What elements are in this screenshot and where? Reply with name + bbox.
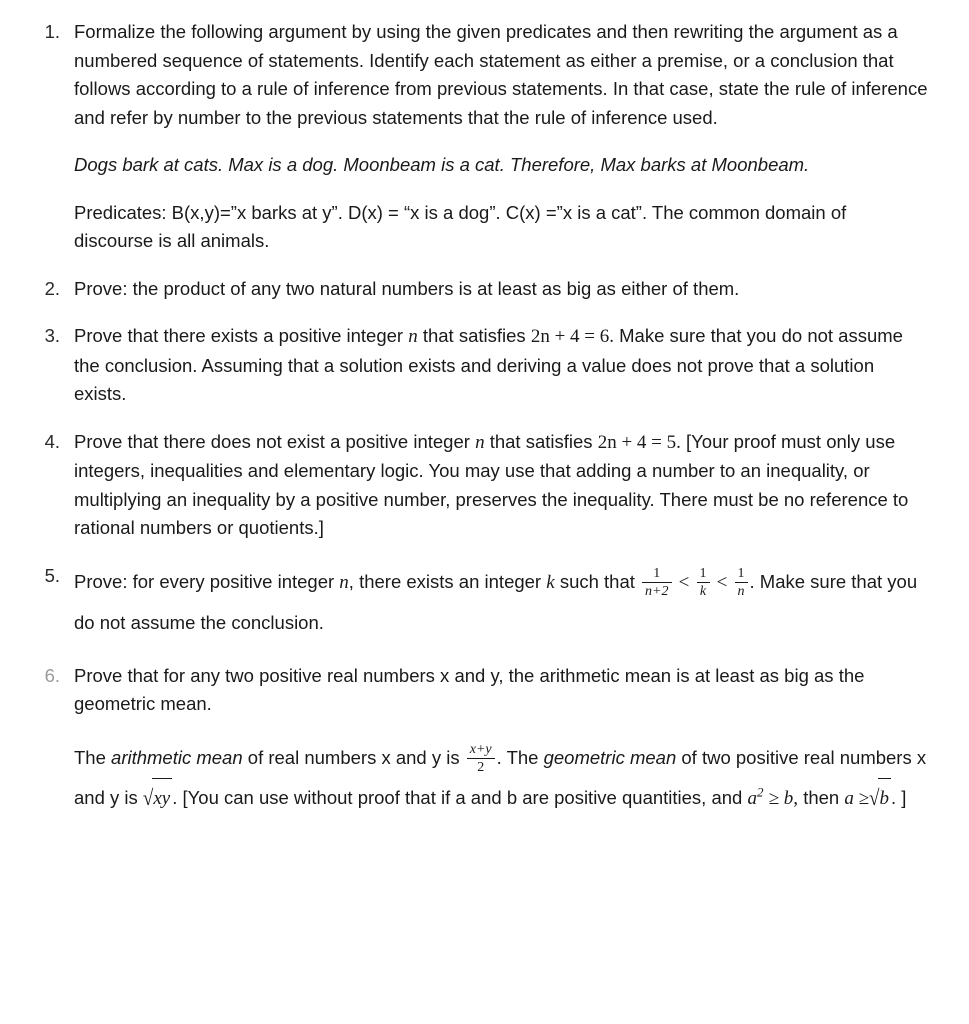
problem-item-1 xyxy=(22,18,929,256)
problem-item-2 xyxy=(22,275,929,304)
fraction-denominator: n xyxy=(737,584,745,600)
problem-4-variable-n: n xyxy=(475,431,485,453)
problem-4-part2: that satisfies xyxy=(489,430,593,452)
square-root-xy xyxy=(143,778,172,819)
fraction-denominator: 2 xyxy=(477,760,485,776)
expression-geq-b: ≥ b, xyxy=(768,787,799,809)
problem-item-4 xyxy=(22,428,929,543)
radical-symbol-icon: √ xyxy=(142,785,154,810)
fraction-one-over-k xyxy=(697,566,710,600)
fraction-numerator: 1 xyxy=(642,566,671,584)
problem-6-s6: then xyxy=(803,786,840,808)
problem-5-part4: . Make sure that you do not assume the conclusion. xyxy=(74,570,918,633)
problem-body xyxy=(74,562,929,643)
less-than-sign-1: < xyxy=(678,571,690,593)
problem-4-equation: 2n + 4 = 5. xyxy=(597,431,681,453)
fraction-numerator: 1 xyxy=(735,566,748,584)
problem-3-part1: Prove that there exists a positive integer xyxy=(74,325,404,346)
problem-6-s1: The xyxy=(74,746,106,768)
fraction-one-over-n-plus-2 xyxy=(642,566,671,600)
problem-1-statement: Formalize the following argument by using the given predicates and then rewriting the argument as a numbered sequence of statements. Identify each statement as either a premise, or a conclusion that follows according to a rule of inference from previous statements. In that case, state the rule of inference and refer by number to the previous statements that the rule of inference used. xyxy=(74,21,928,128)
problem-item-3 xyxy=(22,322,929,409)
problem-number: 1. xyxy=(44,21,60,42)
term-geometric-mean: geometric mean xyxy=(543,746,677,768)
problem-6-statement: Prove that for any two positive real numbers x and y, the arithmetic mean is at least as big as the geometric mean. xyxy=(74,664,865,714)
exponent-2: 2 xyxy=(756,784,764,800)
problem-list xyxy=(22,18,929,819)
problem-3-part3: Make sure that you do not assume the conclusion. Assuming that a solution exists and deriving a value does not prove that a solution exists. xyxy=(74,325,903,404)
problem-6-definitions xyxy=(74,738,929,819)
problem-body xyxy=(74,18,929,256)
fraction-denominator: k xyxy=(699,584,707,600)
fraction-denominator: n+2 xyxy=(645,584,669,600)
problem-3-variable-n: n xyxy=(408,326,418,347)
problem-3-equation: 2n + 4 = 6. xyxy=(530,326,614,347)
fraction-one-over-n xyxy=(735,566,748,600)
problem-number: 5. xyxy=(44,564,60,586)
problem-5-part1: Prove: for every positive integer xyxy=(74,570,335,592)
problem-6-s7: . ] xyxy=(890,786,907,808)
problem-body xyxy=(74,322,929,409)
square-root-b xyxy=(869,778,891,819)
expression-a-squared xyxy=(747,784,764,809)
problem-6-s2: of real numbers x and y is xyxy=(247,746,460,768)
radicand: b xyxy=(878,778,891,819)
problem-item-5 xyxy=(22,562,929,643)
problem-6-s4: of two positive real numbers x and y is xyxy=(74,746,927,808)
less-than-sign-2: < xyxy=(716,571,728,593)
problem-1-argument: Dogs bark at cats. Max is a dog. Moonbeam is a cat. Therefore, Max barks at Moonbeam. xyxy=(74,154,810,175)
fraction-numerator: x+y xyxy=(467,742,495,760)
term-arithmetic-mean: arithmetic mean xyxy=(111,746,243,768)
problem-item-6 xyxy=(22,662,929,819)
problem-body xyxy=(74,662,929,819)
expression-a-geq: a ≥ xyxy=(844,787,870,809)
problem-6-s5: . [You can use without proof that if a and b are positive quantities, and xyxy=(172,786,743,808)
problem-6-s3: . The xyxy=(496,746,539,768)
problem-number: 3. xyxy=(44,325,60,346)
problem-number: 6. xyxy=(44,664,60,686)
fraction-numerator: 1 xyxy=(697,566,710,584)
problem-4-part1: Prove that there does not exist a positive integer xyxy=(74,430,470,452)
problem-5-variable-n: n xyxy=(339,571,349,593)
problem-body xyxy=(74,428,929,543)
problem-2-statement: Prove: the product of any two natural numbers is at least as big as either of them. xyxy=(74,277,740,299)
problem-5-variable-k: k xyxy=(546,571,555,593)
problem-5-part2: , there exists an integer xyxy=(348,570,542,592)
problem-1-predicates: Predicates: B(x,y)=”x barks at y”. D(x) = “x is a dog”. C(x) =”x is a cat”. The common domain of discourse is all animals. xyxy=(74,201,847,251)
radical-symbol-icon: √ xyxy=(869,785,880,810)
problem-body xyxy=(74,275,929,304)
variable-a: a xyxy=(747,787,757,809)
fraction-x-plus-y-over-2 xyxy=(467,742,495,776)
problem-5-part3: such that xyxy=(559,570,635,592)
problem-number: 4. xyxy=(44,430,60,452)
problem-number: 2. xyxy=(44,277,60,299)
problem-4-part3: [Your proof must only use integers, inequalities and elementary logic. You may use that adding a number to an inequality, or multiplying an inequality by a positive number, preserves the inequality. There must be no reference to rational numbers or quotients.] xyxy=(74,430,909,538)
problem-3-part2: that satisfies xyxy=(422,325,526,346)
radicand: xy xyxy=(152,778,172,819)
